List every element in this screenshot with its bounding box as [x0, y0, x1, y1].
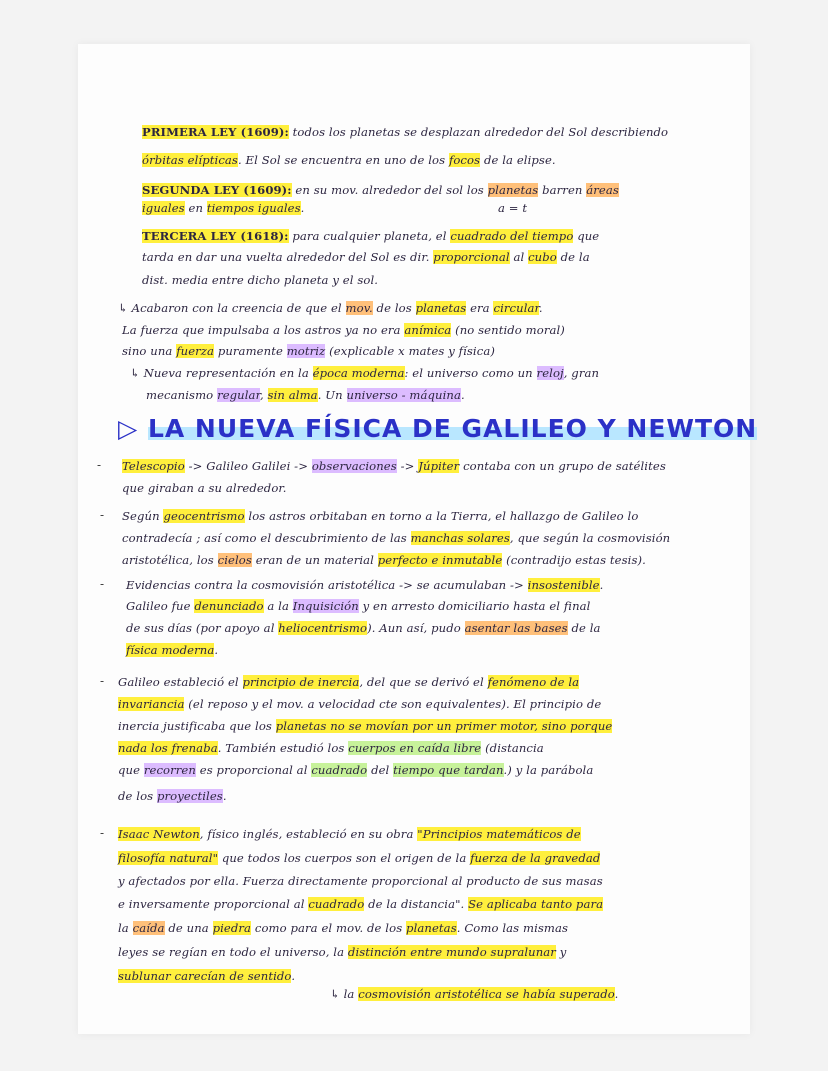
- law2-label: SEGUNDA LEY (1609):: [142, 183, 292, 197]
- p3-line3: de sus días (por apoyo al heliocentrismo). Aun así, pudo asentar las bases de la: [126, 621, 601, 635]
- p4-line6: de los proyectiles.: [118, 789, 227, 803]
- p2-line3: aristotélica, los cielos eran de un material perfecto e inmutable (contradijo estas tesis).: [122, 553, 646, 567]
- law3-label: TERCERA LEY (1618):: [142, 229, 289, 243]
- p5-line3: y afectados por ella. Fuerza directamente proporcional al producto de sus masas: [118, 874, 603, 888]
- heading-arrow-icon: ▷: [118, 414, 139, 443]
- section-heading: [118, 414, 757, 443]
- p4-line1: Galileo estableció el principio de inercia, del que se derivó el fenómeno de la: [118, 675, 580, 689]
- note1-line2: La fuerza que impulsaba a los astros ya no era anímica (no sentido moral): [122, 323, 565, 337]
- p3-line2: Galileo fue denunciado a la Inquisición y en arresto domiciliario hasta el final: [126, 599, 591, 613]
- law3-line3: dist. media entre dicho planeta y el sol.: [142, 273, 379, 287]
- p4-line4: nada los frenaba. También estudió los cuerpos en caída libre (distancia: [118, 741, 544, 755]
- heading-text: LA NUEVA FÍSICA DE GALILEO Y NEWTON: [147, 414, 758, 443]
- note2-line1: ↳ Nueva representación en la época moderna: el universo como un reloj, gran: [130, 366, 600, 380]
- bullet-dot: -: [100, 577, 105, 591]
- bullet-dot: -: [100, 674, 105, 688]
- p3-line4: física moderna.: [126, 643, 219, 657]
- p5-line2: filosofía natural" que todos los cuerpos son el origen de la fuerza de la gravedad: [118, 851, 601, 865]
- p3-line1: Evidencias contra la cosmovisión aristotélica -> se acumulaban -> insostenible.: [126, 578, 604, 592]
- conclusion-line: ↳ la cosmovisión aristotélica se había superado.: [330, 987, 619, 1001]
- p2-line1: Según geocentrismo los astros orbitaban en torno a la Tierra, el hallazgo de Galileo lo: [122, 509, 639, 523]
- p2-line2: contradecía ; así como el descubrimiento de las manchas solares, que según la cosmovisión: [122, 531, 671, 545]
- p1-line2: que giraban a su alrededor.: [122, 481, 287, 495]
- bullet-dot: -: [100, 508, 105, 522]
- note2-line2: mecanismo regular, sin alma. Un universo - máquina.: [146, 388, 465, 402]
- p5-line4: e inversamente proporcional al cuadrado de la distancia". Se aplicaba tanto para: [118, 897, 604, 911]
- bullet-dot: -: [97, 458, 102, 472]
- p5-line5: la caída de una piedra como para el mov. de los planetas. Como las mismas: [118, 921, 569, 935]
- p1-line1: Telescopio -> Galileo Galilei -> observaciones -> Júpiter contaba con un grupo de satélites: [122, 459, 666, 473]
- law1-line1: PRIMERA LEY (1609): todos los planetas se desplazan alrededor del Sol describiendo: [142, 125, 669, 139]
- law3-line2: tarda en dar una vuelta alrededor del Sol es dir. proporcional al cubo de la: [142, 250, 590, 264]
- law3-line1: TERCERA LEY (1618): para cualquier planeta, el cuadrado del tiempo que: [142, 229, 600, 243]
- p4-line3: inercia justificaba que los planetas no se movían por un primer motor, sino porque: [118, 719, 613, 733]
- law1-label: PRIMERA LEY (1609):: [142, 125, 289, 139]
- p4-line5: que recorren es proporcional al cuadrado del tiempo que tardan.) y la parábola: [118, 763, 594, 777]
- p4-line2: invariancia (el reposo y el mov. a velocidad cte son equivalentes). El principio de: [118, 697, 602, 711]
- law1-line2: órbitas elípticas. El Sol se encuentra en uno de los focos de la elipse.: [142, 153, 556, 167]
- note1-line1: ↳ Acabaron con la creencia de que el mov. de los planetas era circular.: [118, 301, 543, 315]
- law2-line1: SEGUNDA LEY (1609): en su mov. alrededor del sol los planetas barren áreas: [142, 183, 619, 197]
- conclusion-arrow-icon: ↳: [330, 987, 340, 1001]
- p5-line1: Isaac Newton, físico inglés, estableció en su obra "Principios matemáticos de: [118, 827, 581, 841]
- bullet-dot: -: [100, 826, 105, 840]
- p5-line6: leyes se regían en todo el universo, la distinción entre mundo supralunar y: [118, 945, 567, 959]
- note1-line3: sino una fuerza puramente motriz (explicable x mates y física): [122, 344, 495, 358]
- law2-formula: a = t: [498, 201, 528, 215]
- law2-line2: iguales en tiempos iguales.: [142, 201, 305, 215]
- p5-line7: sublunar carecían de sentido.: [118, 969, 296, 983]
